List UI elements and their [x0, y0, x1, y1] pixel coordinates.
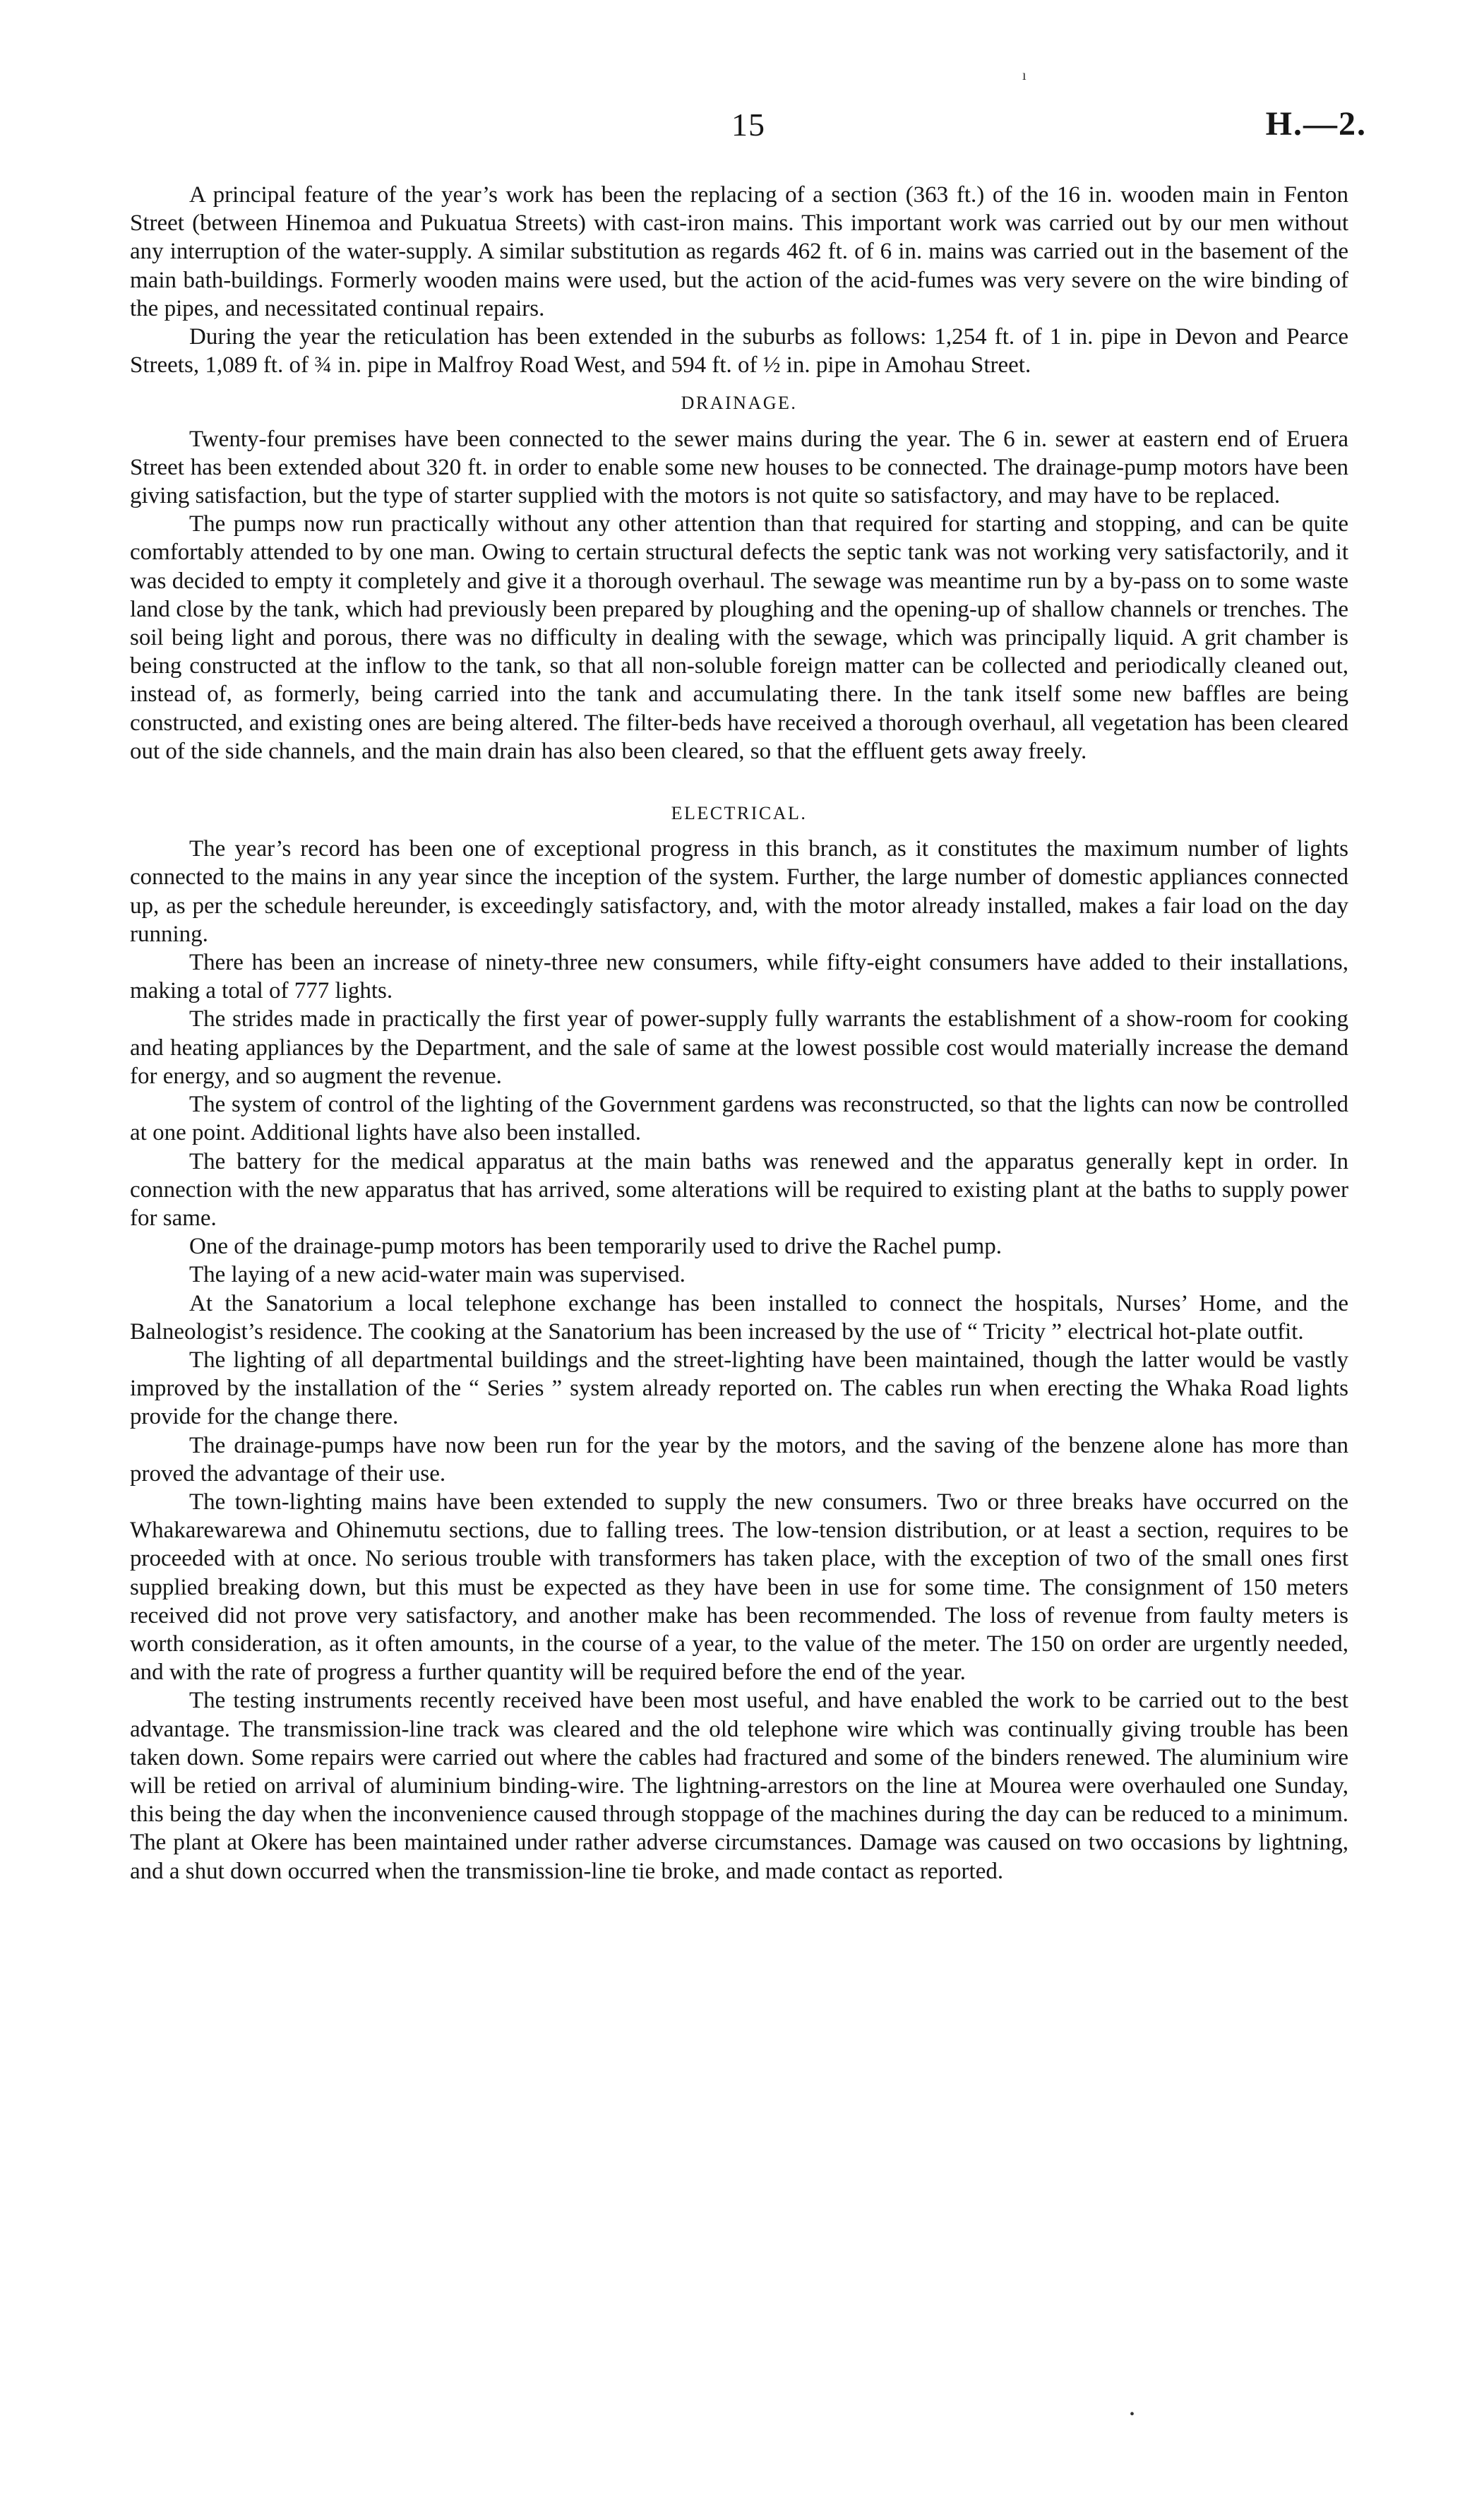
stray-mark: ı	[1022, 68, 1027, 83]
drainage-paragraph: The pumps now run practically without any other attention than that required for starting and stopping, and can be quite comfortably attended to by one man. Owing to certain structural defects the septic tank was not working very satisfactorily, and it was decided to empty it completely and give it a thorough overhaul. The sewage was meantime run by a by-pass on to some waste land close by the tank, which had previously been prepared by ploughing and the opening-up of shallow channels or trenches. The soil being light and porous, there was no difficulty in dealing with the sewage, which was principally liquid. A grit chamber is being constructed at the inflow to the tank, so that all non-soluble foreign matter can be collected and periodically cleaned out, instead of, as formerly, being carried into the tank and accumulating there. In the tank itself some new baffles are being constructed, and existing ones are being altered. The filter-beds have received a thorough overhaul, all vegetation has been cleared out of the side channels, and the main drain has also been cleared, so that the effluent gets away freely.	[130, 511, 1348, 764]
electrical-paragraph: The battery for the medical apparatus at the main baths was renewed and the apparatus generally kept in order. In connection with the new apparatus that has arrived, some alterations will be required to existing plant at the baths to supply power for same.	[130, 1148, 1348, 1231]
intro-paragraph: During the year the reticulation has been extended in the suburbs as follows: 1,254 ft. of 1 in. pipe in Devon and Pearce Streets, 1,089 ft. of ¾ in. pipe in Malfroy Road West, and 594 ft. of ½ in. pipe in Amohau Street.	[130, 324, 1348, 379]
stray-mark: •	[1130, 2407, 1135, 2422]
electrical-paragraph: The system of control of the lighting of the Government gardens was reconstructed, so that the lights can now be controlled at one point. Additional lights have also been installed.	[130, 1092, 1348, 1146]
electrical-paragraph: The laying of a new acid-water main was supervised.	[189, 1262, 686, 1288]
section-heading-drainage: DRAINAGE.	[681, 393, 798, 414]
electrical-paragraph: There has been an increase of ninety-three new consumers, while fifty-eight consumers have added to their installations, making a total of 777 lights.	[130, 950, 1348, 1004]
electrical-paragraph: The testing instruments recently received have been most useful, and have enabled the work to be carried out to the best advantage. The transmission-line track was cleared and the old telephone wire which was continually giving trouble has been taken down. Some repairs were carried out where the cables had fractured and some of the binders renewed. The aluminium wire will be retied on arrival of aluminium binding-wire. The lightning-arrestors on the line at Mourea were overhauled one Sunday, this being the day when the inconvenience caused through stoppage of the machines during the day can be reduced to a minimum. The plant at Okere has been maintained under rather adverse circumstances. Damage was caused on two occasions by lightning, and a shut down occurred when the transmission-line tie broke, and made contact as reported.	[130, 1688, 1348, 1884]
electrical-paragraph: One of the drainage-pump motors has been temporarily used to drive the Rachel pump.	[189, 1234, 1003, 1260]
electrical-paragraph: The lighting of all departmental buildings and the street-lighting have been maintained, though the latter would be vastly improved by the installation of the “ Series ” system already reported on. The cables run when erecting the Whaka Road lights provide for the change there.	[130, 1347, 1348, 1430]
drainage-section	[130, 389, 1348, 766]
report-code: H.—2.	[1265, 105, 1367, 143]
page-number: 15	[731, 107, 765, 143]
drainage-paragraph: Twenty-four premises have been connected to the sewer mains during the year. The 6 in. sewer at eastern end of Eruera Street has been extended about 320 ft. in order to enable some new houses to be connected. The drainage-pump motors have been giving satisfaction, but the type of starter supplied with the motors is not quite so satisfactory, and may have to be replaced.	[130, 426, 1348, 509]
report-body	[130, 181, 1348, 1886]
electrical-paragraph: At the Sanatorium a local telephone exchange has been installed to connect the hospitals, Nurses’ Home, and the Balneologist’s residence. The cooking at the Sanatorium has been increased by the use of “ Tricity ” electrical hot-plate outfit.	[130, 1290, 1348, 1345]
section-heading-electrical: ELECTRICAL.	[671, 803, 808, 824]
electrical-paragraph: The drainage-pumps have now been run for the year by the motors, and the saving of the benzene alone has more than proved the advantage of their use.	[130, 1432, 1348, 1487]
intro-paragraph: A principal feature of the year’s work has been the replacing of a section (363 ft.) of the 16 in. wooden main in Fenton Street (between Hinemoa and Pukuatua Streets) with cast-iron mains. This important work was carried out by our men without any interruption of the water-supply. A similar substitution as regards 462 ft. of 6 in. mains was carried out in the basement of the main bath-buildings. Formerly wooden mains were used, but the action of the acid-fumes was very severe on the wire binding of the pipes, and necessitated continual repairs.	[130, 182, 1348, 321]
electrical-paragraph: The year’s record has been one of exceptional progress in this branch, as it constitutes the maximum number of lights connected to the mains in any year since the inception of the system. Further, the large number of domestic appliances connected up, as per the schedule hereunder, is exceedingly satisfactory, and, with the motor already installed, makes a fair load on the day running.	[130, 836, 1348, 947]
electrical-paragraph: The strides made in practically the first year of power-supply fully warrants the establishment of a show-room for cooking and heating appliances by the Department, and the sale of same at the lowest possible cost would materially increase the demand for energy, and so augment the revenue.	[130, 1006, 1348, 1089]
electrical-paragraph: The town-lighting mains have been extended to supply the new consumers. Two or three breaks have occurred on the Whakarewarewa and Ohinemutu sections, due to falling trees. The low-tension distribution, or at least a section, requires to be proceeded with at once. No serious trouble with transformers has taken place, with the exception of two of the small ones first supplied breaking down, but this must be expected as they have been in use for some time. The consignment of 150 meters received did not prove very satisfactory, and another make has been recommended. The loss of revenue from faulty meters is worth consideration, as it often amounts, in the course of a year, to the value of the meter. The 150 on order are urgently needed, and with the rate of progress a further quantity will be required before the end of the year.	[130, 1489, 1348, 1686]
intro-section	[130, 181, 1348, 379]
electrical-section	[130, 799, 1348, 1886]
